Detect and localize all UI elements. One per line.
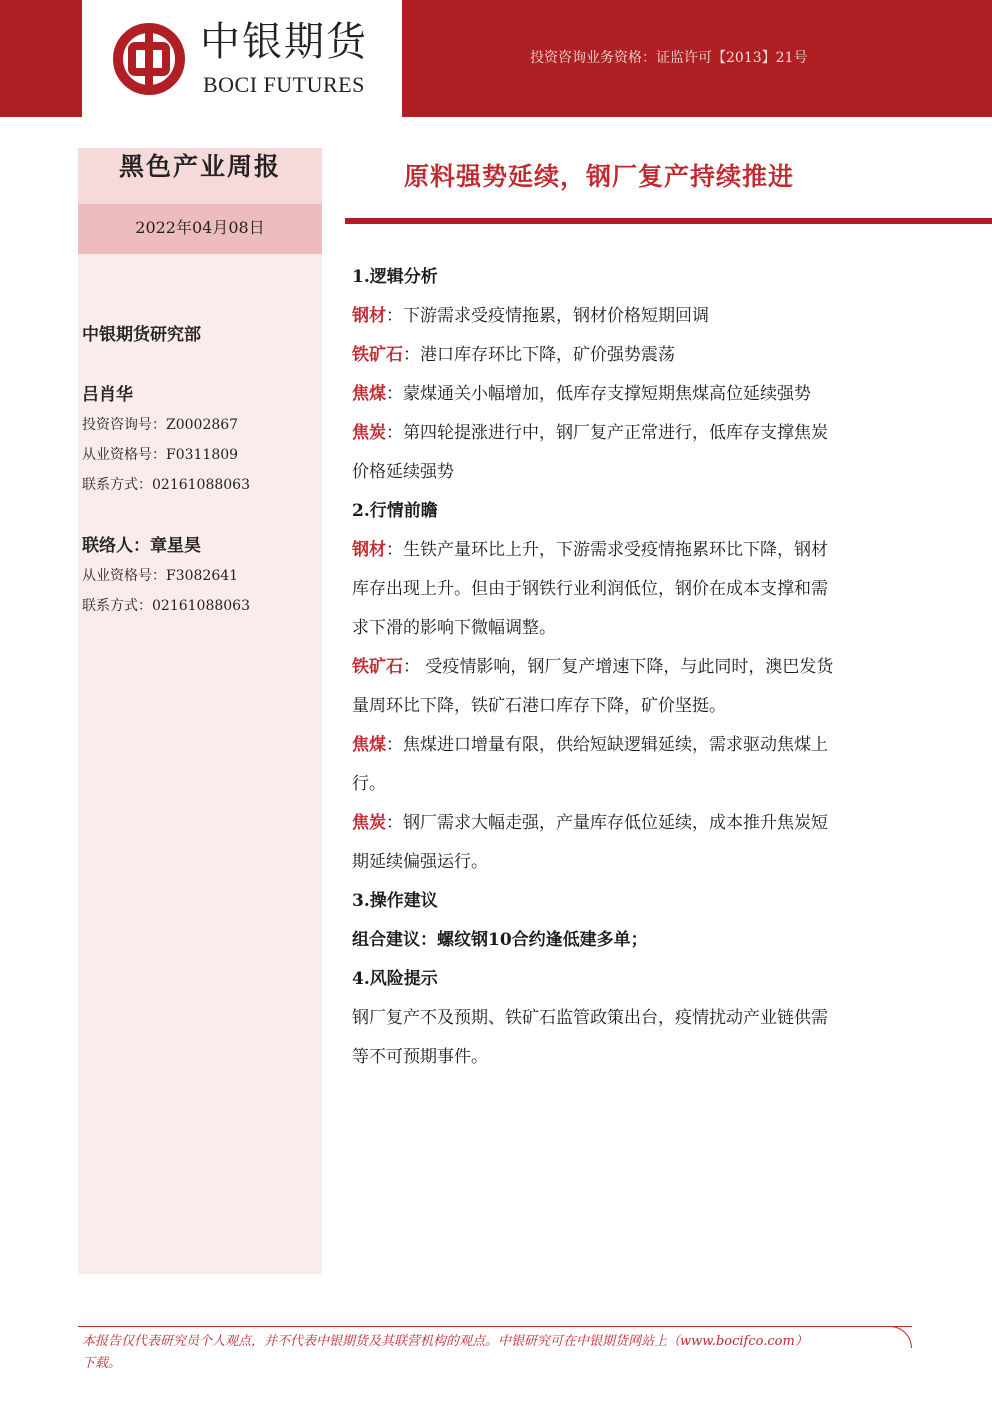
brand-name-cn: 中银期货 bbox=[200, 19, 368, 65]
title-divider bbox=[345, 218, 992, 224]
outlook-steel-text-2: 库存出现上升。但由于钢铁行业利润低位，钢价在成本支撑和需 bbox=[352, 579, 828, 599]
sidebar bbox=[78, 148, 322, 1274]
keyword-coke: 焦炭 bbox=[352, 813, 386, 833]
department-name: 中银期货研究部 bbox=[82, 325, 201, 345]
author-phone: 联系方式：02161088063 bbox=[82, 477, 250, 493]
keyword-steel: 钢材 bbox=[352, 306, 386, 326]
risk-text-2: 等不可预期事件。 bbox=[352, 1047, 488, 1067]
footer-disclaimer bbox=[82, 1331, 892, 1375]
contact-phone: 联系方式：02161088063 bbox=[82, 598, 250, 614]
logic-steel-text: ：下游需求受疫情拖累，钢材价格短期回调 bbox=[386, 306, 709, 326]
strategy-text: 组合建议：螺纹钢10合约逢低建多单； bbox=[352, 930, 648, 950]
boc-logo-icon bbox=[112, 22, 186, 96]
keyword-steel: 钢材 bbox=[352, 540, 386, 560]
section-heading-outlook: 2.行情前瞻 bbox=[352, 501, 438, 521]
author-consult-number: 投资咨询号：Z0002867 bbox=[82, 417, 239, 433]
section-heading-strategy: 3.操作建议 bbox=[352, 891, 438, 911]
disclaimer-line-1: 本报告仅代表研究员个人观点，并不代表中银期货及其联营机构的观点。中银研究可在中银期货网站上（www.bocifco.com） bbox=[82, 1334, 808, 1349]
author-qualification-number: 从业资格号：F0311809 bbox=[82, 447, 239, 463]
logic-iron-ore bbox=[352, 336, 910, 375]
outlook-coking-coal-text-1: ：焦煤进口增量有限，供给短缺逻辑延续，需求驱动焦煤上 bbox=[386, 735, 828, 755]
keyword-iron-ore: 铁矿石 bbox=[352, 345, 403, 365]
keyword-coking-coal: 焦煤 bbox=[352, 735, 386, 755]
report-date: 2022年04月08日 bbox=[78, 204, 322, 254]
footer-divider-curve bbox=[890, 1326, 912, 1348]
logic-coke bbox=[352, 414, 910, 453]
keyword-coking-coal: 焦煤 bbox=[352, 384, 386, 404]
brand-name-en: BOCI FUTURES bbox=[203, 72, 365, 97]
outlook-coking-coal-text-2: 行。 bbox=[352, 774, 386, 794]
outlook-steel bbox=[352, 531, 910, 570]
logic-iron-ore-text: ：港口库存环比下降，矿价强势震荡 bbox=[403, 345, 675, 365]
disclaimer-line-2: 下载。 bbox=[82, 1356, 122, 1371]
report-title: 原料强势延续，钢厂复产持续推进 bbox=[404, 162, 795, 191]
logic-coking-coal bbox=[352, 375, 910, 414]
contact-name: 联络人：章星昊 bbox=[82, 536, 201, 556]
logic-coking-coal-text: ：蒙煤通关小幅增加，低库存支撑短期焦煤高位延续强势 bbox=[386, 384, 811, 404]
footer-divider bbox=[78, 1326, 912, 1327]
section-heading-risk: 4.风险提示 bbox=[352, 969, 438, 989]
license-text: 投资咨询业务资格：证监许可【2013】21号 bbox=[530, 50, 808, 66]
keyword-coke: 焦炭 bbox=[352, 423, 386, 443]
header-red-band-left bbox=[0, 0, 82, 117]
outlook-coke bbox=[352, 804, 910, 843]
outlook-coking-coal bbox=[352, 726, 910, 765]
outlook-iron-ore-text-2: 量周环比下降，铁矿石港口库存下降，矿价坚挺。 bbox=[352, 696, 726, 716]
logic-coke-text-1: ：第四轮提涨进行中，钢厂复产正常进行，低库存支撑焦炭 bbox=[386, 423, 828, 443]
keyword-iron-ore: 铁矿石 bbox=[352, 657, 403, 677]
author-name: 吕肖华 bbox=[82, 385, 133, 405]
outlook-coke-text-1: ：钢厂需求大幅走强，产量库存低位延续，成本推升焦炭短 bbox=[386, 813, 828, 833]
outlook-iron-ore bbox=[352, 648, 910, 687]
logic-steel bbox=[352, 297, 910, 336]
outlook-iron-ore-text-1: ： 受疫情影响，钢厂复产增速下降，与此同时，澳巴发货 bbox=[403, 657, 834, 677]
outlook-steel-text-1: ：生铁产量环比上升，下游需求受疫情拖累环比下降，钢材 bbox=[386, 540, 828, 560]
contact-qualification-number: 从业资格号：F3082641 bbox=[82, 568, 239, 584]
report-type: 黑色产业周报 bbox=[78, 148, 322, 204]
risk-text-1: 钢厂复产不及预期、铁矿石监管政策出台，疫情扰动产业链供需 bbox=[352, 1008, 828, 1028]
section-heading-logic: 1.逻辑分析 bbox=[352, 267, 438, 287]
outlook-coke-text-2: 期延续偏强运行。 bbox=[352, 852, 488, 872]
outlook-steel-text-3: 求下滑的影响下微幅调整。 bbox=[352, 618, 556, 638]
logic-coke-text-2: 价格延续强势 bbox=[352, 462, 454, 482]
